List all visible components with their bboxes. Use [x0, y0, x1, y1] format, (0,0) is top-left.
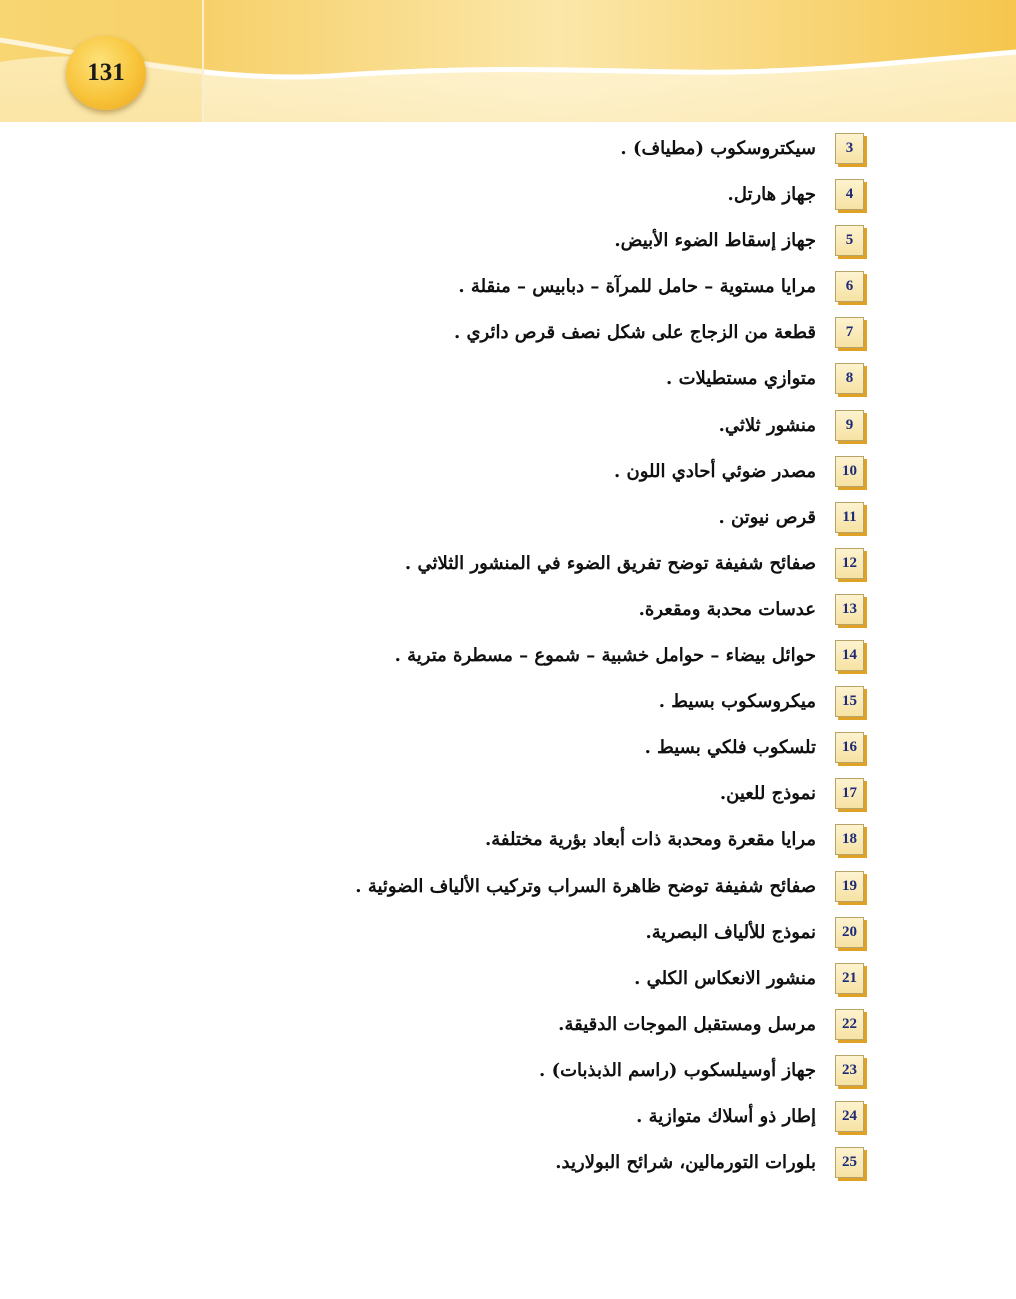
list-item	[300, 912, 870, 958]
list-item	[300, 497, 870, 543]
item-number-box: 20	[835, 917, 864, 948]
header-band	[0, 0, 1016, 122]
item-text: صفائح شفيفة توضح ظاهرة السراب وتركيب الألياف الضوئية .	[355, 875, 816, 897]
item-text: عدسات محدبة ومقعرة.	[638, 598, 816, 620]
item-text: إطار ذو أسلاك متوازية .	[636, 1105, 816, 1127]
item-number-box: 15	[835, 686, 864, 717]
item-text: نموذج للعين.	[719, 783, 816, 805]
item-number-box: 25	[835, 1147, 864, 1178]
list-item	[300, 819, 870, 865]
item-text: مصدر ضوئي أحادي اللون .	[614, 460, 816, 482]
item-number-box: 18	[835, 824, 864, 855]
item-text: مرايا مستوية – حامل للمرآة – دبابيس – منقلة .	[458, 276, 816, 298]
item-text: صفائح شفيفة توضح تفريق الضوء في المنشور الثلاثي .	[404, 552, 816, 574]
item-number-box: 16	[835, 732, 864, 763]
item-text: جهاز هارتل.	[727, 184, 816, 206]
list-item	[300, 958, 870, 1004]
list-item	[300, 866, 870, 912]
list-item	[300, 174, 870, 220]
item-text: مرايا مقعرة ومحدبة ذات أبعاد بؤرية مختلفة.	[484, 829, 816, 851]
item-number-box: 10	[835, 456, 864, 487]
item-number-box: 8	[835, 363, 864, 394]
item-text: حوائل بيضاء – حوامل خشبية – شموع – مسطرة مترية .	[394, 645, 816, 667]
list-item	[300, 451, 870, 497]
item-number-box: 11	[835, 502, 864, 533]
item-text: قرص نيوتن .	[718, 506, 816, 528]
item-text: مرسل ومستقبل الموجات الدقيقة.	[558, 1013, 816, 1035]
item-text: بلورات التورمالين، شرائح البولاريد.	[555, 1152, 816, 1174]
list-item	[300, 681, 870, 727]
item-number-box: 22	[835, 1009, 864, 1040]
item-text: متوازي مستطيلات .	[666, 368, 816, 390]
list-item	[300, 589, 870, 635]
list-item	[300, 1096, 870, 1142]
item-text: قطعة من الزجاج على شكل نصف قرص دائري .	[453, 322, 816, 344]
item-number-box: 17	[835, 778, 864, 809]
item-text: جهاز إسقاط الضوء الأبيض.	[614, 230, 816, 252]
list-item	[300, 727, 870, 773]
list-item	[300, 773, 870, 819]
item-number-box: 12	[835, 548, 864, 579]
item-number-box: 4	[835, 179, 864, 210]
item-text: جهاز أوسيلسكوب (راسم الذبذبات) .	[539, 1059, 816, 1081]
item-number-box: 23	[835, 1055, 864, 1086]
item-text: ميكروسكوب بسيط .	[658, 691, 816, 713]
list-item	[300, 1142, 870, 1188]
item-number-box: 14	[835, 640, 864, 671]
item-number-box: 24	[835, 1101, 864, 1132]
list-item	[300, 635, 870, 681]
item-text: منشور ثلاثي.	[718, 414, 816, 436]
item-number-box: 13	[835, 594, 864, 625]
item-text: نموذج للألياف البصرية.	[645, 921, 816, 943]
list-item	[300, 543, 870, 589]
list-item	[300, 266, 870, 312]
list-item	[300, 405, 870, 451]
item-text: منشور الانعكاس الكلي .	[634, 967, 816, 989]
list-item	[300, 220, 870, 266]
item-number-box: 9	[835, 410, 864, 441]
list-item	[300, 1050, 870, 1096]
list-item	[300, 1004, 870, 1050]
item-text: سيكتروسكوب (مطياف) .	[620, 138, 816, 159]
item-number-box: 21	[835, 963, 864, 994]
list-item	[300, 128, 870, 174]
page-number: 131	[87, 59, 125, 86]
item-text: تلسكوب فلكي بسيط .	[644, 737, 816, 759]
item-number-box: 7	[835, 317, 864, 348]
equipment-list	[300, 128, 870, 1188]
item-number-box: 3	[835, 133, 864, 164]
item-number-box: 6	[835, 271, 864, 302]
item-number-box: 5	[835, 225, 864, 256]
page-number-badge	[66, 36, 146, 110]
list-item	[300, 358, 870, 404]
item-number-box: 19	[835, 871, 864, 902]
list-item	[300, 312, 870, 358]
